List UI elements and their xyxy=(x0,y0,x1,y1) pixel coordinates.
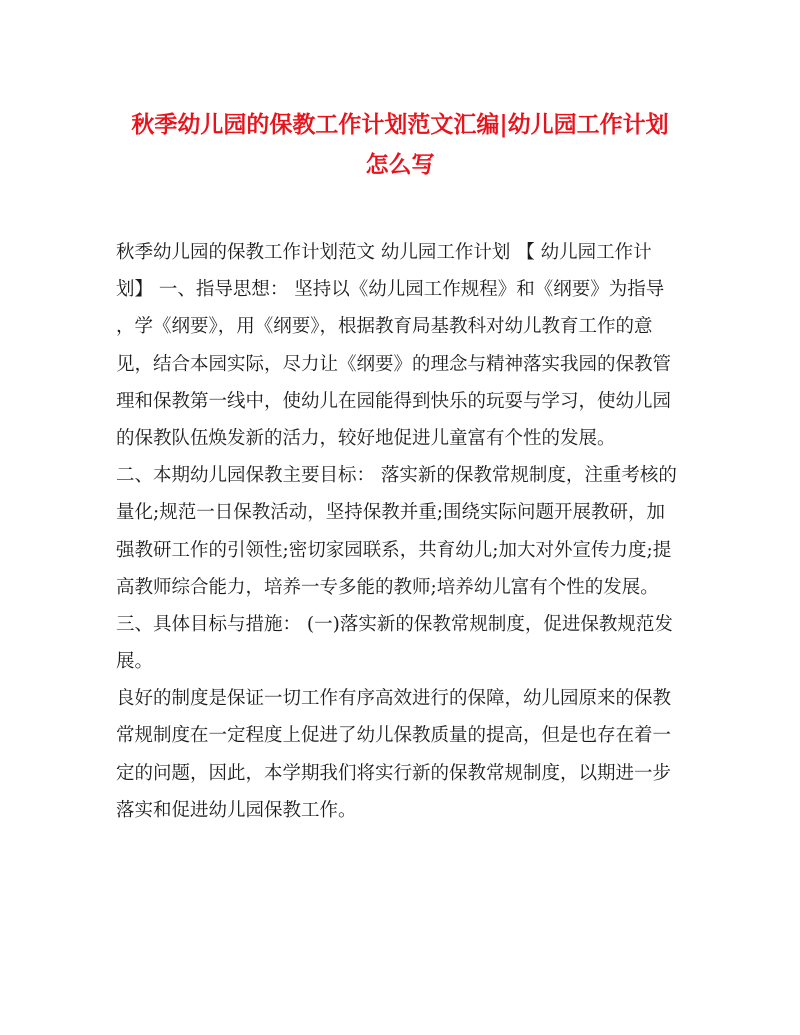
body-line: 二、本期幼儿园保教主要目标： 落实新的保教常规制度，注重考核的 xyxy=(116,465,677,487)
body-line: 良好的制度是保证一切工作有序高效进行的保障，幼儿园原来的保教 xyxy=(116,688,672,710)
body-line: 三、具体目标与措施： (一)落实新的保教常规制度，促进保教规范发 xyxy=(116,613,673,635)
document-body xyxy=(116,234,676,829)
body-line: 划】 一、指导思想： 坚持以《幼儿园工作规程》和《纲要》为指导 xyxy=(116,279,665,301)
body-line: 定的问题，因此，本学期我们将实行新的保教常规制度，以期进一步 xyxy=(116,762,672,784)
body-line: 展。 xyxy=(116,651,154,673)
body-line: 见，结合本园实际，尽力让《纲要》的理念与精神落实我园的保教管 xyxy=(116,353,672,375)
body-line: 落实和促进幼儿园保教工作。 xyxy=(116,799,357,821)
body-line: ，学《纲要》，用《纲要》，根据教育局基教科对幼儿教育工作的意 xyxy=(116,316,653,338)
body-line: 高教师综合能力，培养一专多能的教师;培养幼儿富有个性的发展。 xyxy=(116,576,659,598)
document-title-line-2: 怎么写 xyxy=(365,151,435,178)
document-title-line-1: 秋季幼儿园的保教工作计划范文汇编|幼儿园工作计划 xyxy=(131,111,669,138)
body-line: 常规制度在一定程度上促进了幼儿保教质量的提高，但是也存在着一 xyxy=(116,725,672,747)
body-line: 强教研工作的引领性;密切家园联系，共育幼儿;加大对外宣传力度;提 xyxy=(116,539,672,561)
body-line: 量化;规范一日保教活动，坚持保教并重;围绕实际问题开展教研，加 xyxy=(116,502,665,524)
body-line: 秋季幼儿园的保教工作计划范文 幼儿园工作计划 【 幼儿园工作计 xyxy=(116,242,652,263)
body-line: 的保教队伍焕发新的活力，较好地促进儿童富有个性的发展。 xyxy=(116,427,616,449)
body-line: 理和保教第一线中，使幼儿在园能得到快乐的玩耍与学习，使幼儿园 xyxy=(116,390,672,412)
